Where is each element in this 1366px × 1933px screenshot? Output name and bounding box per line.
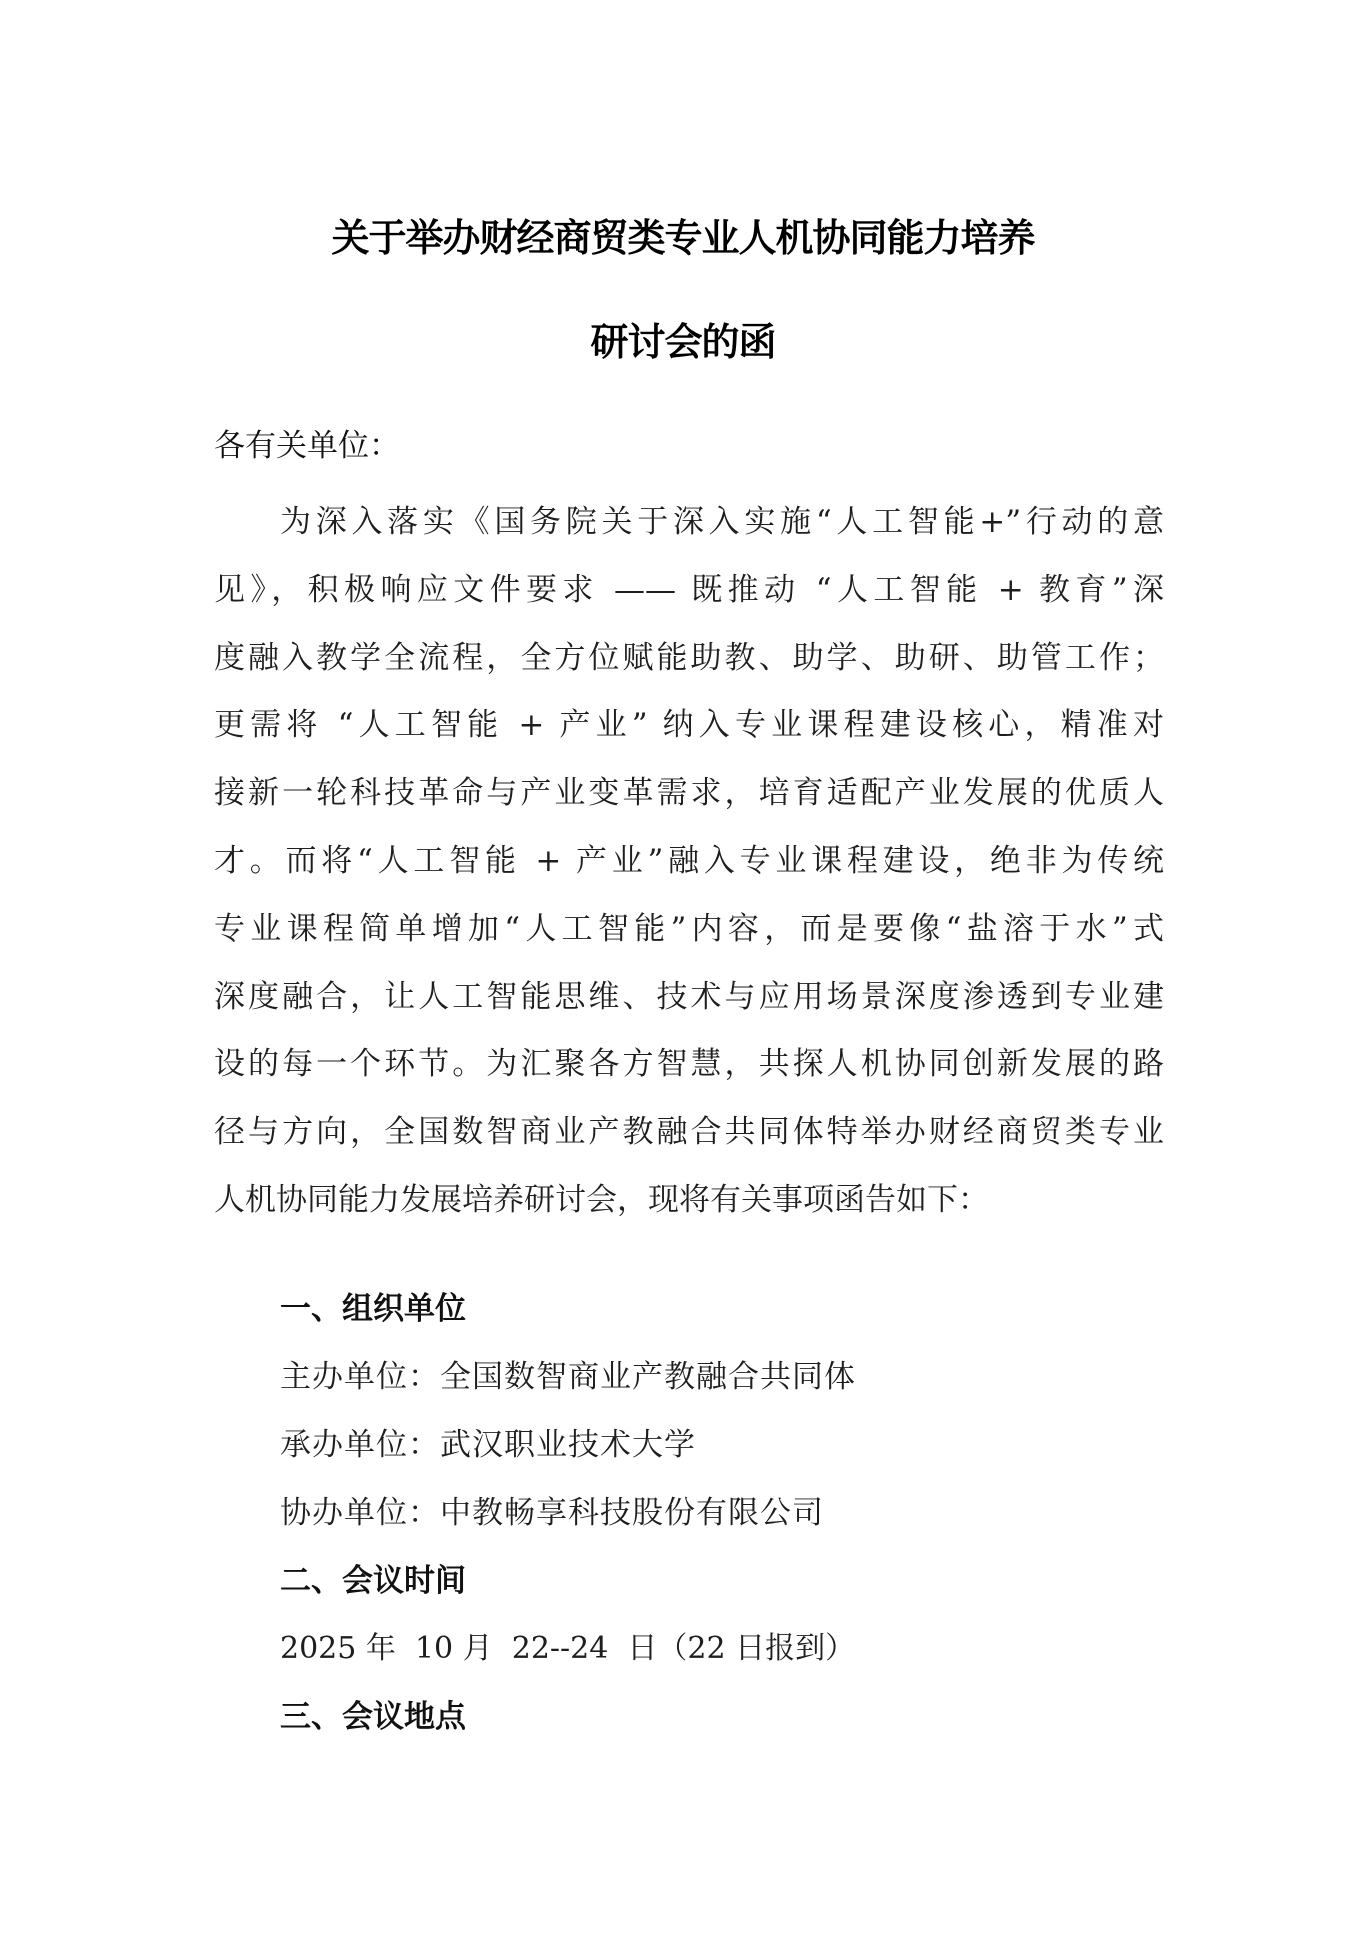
document-title-line-1: 关于举办财经商贸类专业人机协同能力培养 xyxy=(331,216,1035,260)
details-sections xyxy=(280,1285,856,1761)
body-line: 为深入落实《国务院关于深入实施“人工智能+”行动的意 xyxy=(280,504,1164,540)
body-paragraph xyxy=(214,498,1164,1244)
organizer-unit-line xyxy=(280,1421,856,1489)
body-line: 见》，积极响应文件要求 —— 既推动 “人工智能 + 教育”深 xyxy=(214,571,1164,608)
organizer-unit-label: 承办单位： xyxy=(280,1427,440,1463)
section-heading-venue: 三、会议地点 xyxy=(280,1699,466,1735)
body-line: 设的每一个环节。为汇聚各方智慧，共探人机协同创新发展的路 xyxy=(214,1046,1164,1083)
body-line: 度融入教学全流程，全方位赋能助教、助学、助研、助管工作； xyxy=(214,639,1164,676)
body-line: 专业课程简单增加“人工智能”内容，而是要像“盐溶于水”式 xyxy=(214,910,1164,947)
host-unit-line xyxy=(280,1353,856,1421)
body-line: 深度融合，让人工智能思维、技术与应用场景深度渗透到专业建 xyxy=(214,978,1164,1015)
host-unit-label: 主办单位： xyxy=(280,1359,440,1395)
section-heading-organizers: 一、组织单位 xyxy=(280,1291,466,1327)
body-line: 人机协同能力发展培养研讨会，现将有关事项函告如下： xyxy=(214,1181,989,1218)
co-organizer-unit-line xyxy=(280,1489,856,1557)
body-line: 才。而将“人工智能 + 产业”融入专业课程建设，绝非为传统 xyxy=(214,842,1164,879)
co-organizer-unit-label: 协办单位： xyxy=(280,1495,440,1531)
body-line: 径与方向，全国数智商业产教融合共同体特举办财经商贸类专业 xyxy=(214,1114,1164,1151)
co-organizer-unit-value: 中教畅享科技股份有限公司 xyxy=(440,1495,824,1531)
host-unit-value: 全国数智商业产教融合共同体 xyxy=(440,1359,856,1395)
section-heading-time: 二、会议时间 xyxy=(280,1563,466,1599)
body-line: 更需将 “人工智能 + 产业” 纳入专业课程建设核心，精准对 xyxy=(214,707,1164,744)
organizer-unit-value: 武汉职业技术大学 xyxy=(440,1427,696,1463)
body-line: 接新一轮科技革命与产业变革需求，培育适配产业发展的优质人 xyxy=(214,775,1164,812)
salutation: 各有关单位： xyxy=(214,428,400,464)
meeting-date: 2025 年 10 月 22--24 日（22 日报到） xyxy=(280,1631,856,1666)
document-title-line-2: 研讨会的函 xyxy=(590,320,776,364)
